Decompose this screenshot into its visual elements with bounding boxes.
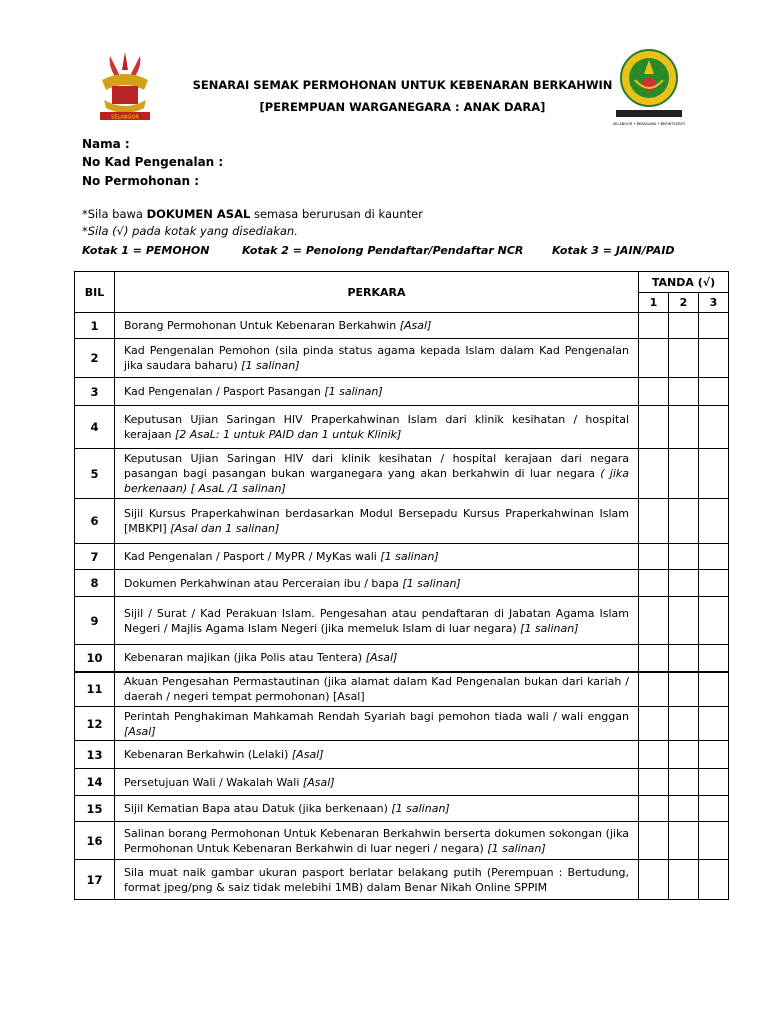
row-number: 11 — [75, 672, 115, 707]
table-row — [75, 449, 729, 499]
row-item — [115, 499, 639, 544]
row-item-note: [Asal] — [399, 319, 432, 332]
row-item — [115, 672, 639, 707]
kotak-3-legend: Kotak 3 = JAIN/PAID — [552, 244, 675, 257]
left-logo-text: SELANGOR — [111, 114, 139, 121]
row-item — [115, 860, 639, 900]
row-number: 3 — [75, 378, 115, 406]
checkbox-kotak-3[interactable] — [699, 570, 729, 597]
row-number: 14 — [75, 769, 115, 796]
no-kad-pengenalan-label: No Kad Pengenalan : — [82, 155, 224, 169]
checkbox-kotak-2[interactable] — [669, 860, 699, 900]
row-number: 4 — [75, 406, 115, 449]
checkbox-kotak-1[interactable] — [639, 313, 669, 339]
row-item-note: [1 salinan] — [520, 621, 579, 635]
checkbox-kotak-2[interactable] — [669, 822, 699, 860]
kotak-2-legend: Kotak 2 = Penolong Pendaftar/Pendaftar NCR — [242, 244, 524, 257]
checkbox-kotak-3[interactable] — [699, 769, 729, 796]
checkbox-kotak-1[interactable] — [639, 339, 669, 378]
row-item — [115, 741, 639, 769]
checkbox-kotak-1[interactable] — [639, 672, 669, 707]
table-row — [75, 769, 729, 796]
table-row — [75, 499, 729, 544]
checkbox-kotak-1[interactable] — [639, 645, 669, 672]
row-item — [115, 796, 639, 822]
row-number: 13 — [75, 741, 115, 769]
row-item-note: [Asal dan 1 salinan] — [170, 522, 280, 535]
checkbox-kotak-1[interactable] — [639, 741, 669, 769]
checkbox-kotak-2[interactable] — [669, 769, 699, 796]
checkbox-kotak-2[interactable] — [669, 499, 699, 544]
table-row — [75, 313, 729, 339]
kotak-1-legend: Kotak 1 = PEMOHON — [82, 244, 210, 257]
row-item-text: Borang Permohonan Untuk Kebenaran Berkahwin — [124, 319, 400, 332]
table-row — [75, 339, 729, 378]
table-row — [75, 378, 729, 406]
row-number: 7 — [75, 544, 115, 570]
checkbox-kotak-1[interactable] — [639, 544, 669, 570]
row-item-text: Kad Pengenalan / Pasport / MyPR / MyKas wali — [124, 550, 381, 563]
nama-label: Nama : — [82, 137, 130, 151]
page-title: SENARAI SEMAK PERMOHONAN UNTUK KEBENARAN BERKAHWIN — [192, 78, 613, 92]
row-item-text: Akuan Pengesahan Permastautinan (jika alamat dalam Kad Pengenalan bukan dari kariah / daerah / negeri tempat permohonan) [Asal] — [124, 675, 629, 704]
checkbox-kotak-1[interactable] — [639, 707, 669, 741]
checkbox-kotak-2[interactable] — [669, 645, 699, 672]
checkbox-kotak-3[interactable] — [699, 499, 729, 544]
row-number: 5 — [75, 449, 115, 499]
row-item-text: Dokumen Perkahwinan atau Perceraian ibu / bapa — [124, 576, 403, 590]
row-item — [115, 597, 639, 645]
checkbox-kotak-1[interactable] — [639, 597, 669, 645]
row-item — [115, 769, 639, 796]
row-item — [115, 707, 639, 741]
row-item-text: Sila muat naik gambar ukuran pasport berlatar belakang putih (Perempuan : Bertudung, format jpeg/png & saiz tidak melebihi 1MB) dalam Benar Nikah Online SPPIM — [124, 865, 629, 894]
note-text: semasa berurusan di kaunter — [250, 207, 423, 221]
table-row — [75, 570, 729, 597]
right-logo-text: SELANGOR • BERAGAMA • BERINTEGRITI — [612, 122, 686, 126]
row-item-text: Persetujuan Wali / Wakalah Wali — [124, 775, 303, 789]
checkbox-kotak-1[interactable] — [639, 378, 669, 406]
row-item-note: [1 salinan] — [324, 385, 383, 398]
header-kotak-1: 1 — [639, 293, 669, 313]
checkbox-kotak-1[interactable] — [639, 796, 669, 822]
row-item — [115, 570, 639, 597]
table-row — [75, 860, 729, 900]
row-number: 8 — [75, 570, 115, 597]
checkbox-kotak-3[interactable] — [699, 544, 729, 570]
row-item-note: [1 salinan] — [241, 359, 300, 372]
no-permohonan-label: No Permohonan : — [82, 174, 200, 188]
checkbox-kotak-3[interactable] — [699, 645, 729, 672]
row-item-text: Kad Pengenalan / Pasport Pasangan — [124, 385, 325, 398]
table-row — [75, 672, 729, 707]
table-row — [75, 597, 729, 645]
header-kotak-2: 2 — [669, 293, 699, 313]
table-row — [75, 796, 729, 822]
checkbox-kotak-2[interactable] — [669, 339, 699, 378]
header-tanda: TANDA (√) — [639, 272, 729, 293]
checkbox-kotak-3[interactable] — [699, 796, 729, 822]
row-number: 12 — [75, 707, 115, 741]
row-item-text: Kad Pengenalan Pemohon (sila pinda status agama kepada Islam dalam Kad Pengenalan jika saudara baharu) — [124, 344, 629, 372]
checkbox-kotak-2[interactable] — [669, 597, 699, 645]
row-number: 9 — [75, 597, 115, 645]
row-number: 1 — [75, 313, 115, 339]
row-item — [115, 544, 639, 570]
checkbox-kotak-2[interactable] — [669, 796, 699, 822]
row-item-text: Kebenaran majikan (jika Polis atau Tentera) — [124, 651, 366, 665]
row-item-text: Sijil Kematian Bapa atau Datuk (jika berkenaan) — [124, 802, 392, 815]
row-item-note: [Asal] — [291, 748, 324, 761]
table-row — [75, 707, 729, 741]
row-item-text: Salinan borang Permohonan Untuk Kebenaran Berkahwin berserta dokumen sokongan (jika Permohonan Untuk Kebenaran Berkahwin di luar negeri / negara) — [124, 826, 629, 855]
table-row — [75, 645, 729, 672]
row-item-note: [Asal] — [365, 651, 398, 665]
row-item — [115, 378, 639, 406]
checkbox-kotak-3[interactable] — [699, 860, 729, 900]
checklist-table — [74, 271, 729, 900]
row-number: 2 — [75, 339, 115, 378]
checkbox-kotak-1[interactable] — [639, 769, 669, 796]
row-item-note: [Asal] — [124, 724, 156, 738]
checkbox-kotak-3[interactable] — [699, 406, 729, 449]
jais-emblem-logo — [610, 46, 688, 130]
row-item-note: [1 salinan] — [380, 550, 439, 563]
checkbox-kotak-1[interactable] — [639, 499, 669, 544]
row-item-note: ( jika berkenaan) [ AsaL /1 salinan] — [124, 467, 629, 495]
checkbox-kotak-1[interactable] — [639, 860, 669, 900]
checkbox-kotak-3[interactable] — [699, 741, 729, 769]
row-number: 17 — [75, 860, 115, 900]
checkbox-kotak-3[interactable] — [699, 313, 729, 339]
row-number: 16 — [75, 822, 115, 860]
row-item-text: Sijil / Surat / Kad Perakuan Islam. Pengesahan atau pendaftaran di Jabatan Agama Islam Negeri / Majlis Agama Islam Negeri (jika memeluk Islam di luar negara) — [124, 606, 629, 635]
row-item-note: [2 AsaL: 1 untuk PAID dan 1 untuk Klinik] — [175, 428, 402, 441]
row-item-note: [1 salinan] — [391, 802, 450, 815]
table-row — [75, 822, 729, 860]
checkbox-kotak-3[interactable] — [699, 597, 729, 645]
note-bold: DOKUMEN ASAL — [146, 207, 251, 221]
row-item-note: [1 salinan] — [402, 576, 461, 590]
checkbox-kotak-1[interactable] — [639, 822, 669, 860]
row-item-note: [Asal] — [302, 775, 335, 789]
checkbox-kotak-3[interactable] — [699, 672, 729, 707]
checkbox-kotak-1[interactable] — [639, 570, 669, 597]
note-tick-instruction: *Sila (√) pada kotak yang disediakan. — [82, 224, 298, 238]
row-item — [115, 339, 639, 378]
row-item-note: [1 salinan] — [487, 841, 546, 855]
checkbox-kotak-2[interactable] — [669, 707, 699, 741]
checkbox-kotak-2[interactable] — [669, 449, 699, 499]
row-item-text: Keputusan Ujian Saringan HIV dari klinik kesihatan / hospital kerajaan dari negara pasangan bagi pasangan bukan warganegara yang akan berkahwin di luar negara — [124, 452, 629, 480]
page-subtitle: [PEREMPUAN WARGANEGARA : ANAK DARA] — [259, 100, 546, 114]
row-number: 15 — [75, 796, 115, 822]
row-number: 10 — [75, 645, 115, 672]
header-bil: BIL — [75, 272, 115, 313]
row-item — [115, 406, 639, 449]
checkbox-kotak-3[interactable] — [699, 449, 729, 499]
checkbox-kotak-2[interactable] — [669, 570, 699, 597]
checkbox-kotak-2[interactable] — [669, 313, 699, 339]
header-perkara: PERKARA — [115, 272, 639, 313]
selangor-crest-logo — [92, 50, 158, 124]
checkbox-kotak-3[interactable] — [699, 822, 729, 860]
row-item-text: Perintah Penghakiman Mahkamah Rendah Syariah bagi pemohon tiada wali / wali enggan — [124, 709, 629, 723]
table-row — [75, 544, 729, 570]
row-item-text: Sijil Kursus Praperkahwinan berdasarkan Modul Bersepadu Kursus Praperkahwinan Islam [MBKPI] — [124, 507, 629, 535]
checkbox-kotak-1[interactable] — [639, 406, 669, 449]
checkbox-kotak-2[interactable] — [669, 406, 699, 449]
checkbox-kotak-3[interactable] — [699, 339, 729, 378]
note-dokumen-asal — [82, 207, 423, 221]
checkbox-kotak-2[interactable] — [669, 378, 699, 406]
checkbox-kotak-2[interactable] — [669, 544, 699, 570]
row-item — [115, 313, 639, 339]
table-row — [75, 741, 729, 769]
checkbox-kotak-3[interactable] — [699, 707, 729, 741]
checkbox-kotak-1[interactable] — [639, 449, 669, 499]
row-item-text: Kebenaran Berkahwin (Lelaki) — [124, 748, 292, 761]
note-text: *Sila bawa — [82, 207, 147, 221]
table-row — [75, 406, 729, 449]
row-item — [115, 645, 639, 672]
header-kotak-3: 3 — [699, 293, 729, 313]
row-number: 6 — [75, 499, 115, 544]
checkbox-kotak-2[interactable] — [669, 741, 699, 769]
row-item — [115, 449, 639, 499]
row-item — [115, 822, 639, 860]
checkbox-kotak-2[interactable] — [669, 672, 699, 707]
row-item-text: Keputusan Ujian Saringan HIV Praperkahwinan Islam dari klinik kesihatan / hospital kerajaan — [124, 413, 629, 441]
checkbox-kotak-3[interactable] — [699, 378, 729, 406]
